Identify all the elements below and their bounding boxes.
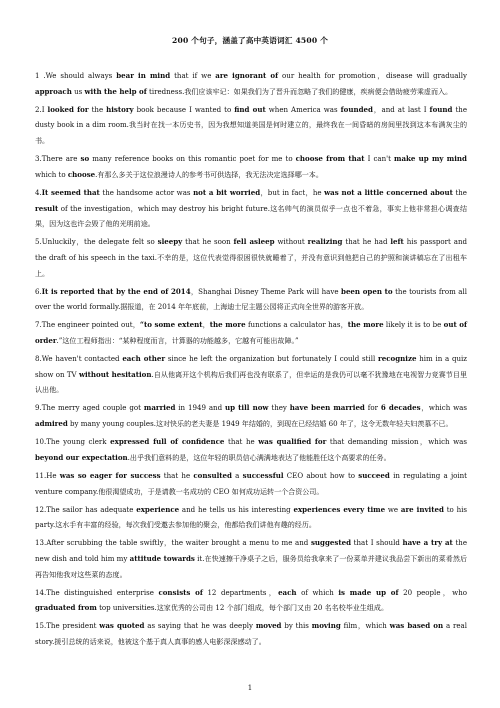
highlighted-phrase: been open to [341,286,393,296]
sentence-paragraph [35,185,467,232]
text-segment: 20 people，who [398,587,467,597]
text-segment: as saying that he was deeply [144,621,256,631]
highlighted-phrase: consists of [158,587,203,597]
highlighted-phrase: attitude towards [129,553,195,563]
text-segment: that demanding mission，which was [326,437,467,447]
highlighted-phrase: “to some extent [139,320,203,330]
sentence-paragraph [35,68,467,99]
text-segment: book because I wanted to [133,104,235,114]
text-segment: .出乎我们意料的是，这位年轻的职员信心满满地表达了他能胜任这个高要求的任务。 [127,452,391,462]
text-segment: 10.The young clerk [35,437,111,447]
text-segment: top universities.这家优秀的公司由 12 个部门组成，每个部门又由 20 名名校毕业生组成。 [96,603,388,613]
highlighted-phrase: with the help of [84,86,147,96]
highlighted-phrase: recognize [378,354,417,364]
sentence-paragraph [35,102,467,149]
text-segment: we [385,504,401,514]
text-segment: ，but in fact，he [260,187,325,197]
highlighted-phrase: founded [340,104,373,114]
highlighted-phrase: each [278,587,297,597]
highlighted-phrase: without hesitation [78,369,152,379]
sentence-paragraph [35,234,467,281]
text-segment: 12 departments， [202,587,279,597]
text-segment: .有那么多关于这位浪漫诗人的参考书可供选择，我无法决定选择哪一本。 [95,169,323,179]
sentence-paragraph [35,585,467,616]
highlighted-phrase: consulted [193,470,232,480]
text-segment: the [88,104,107,114]
text-segment: us [71,86,85,96]
highlighted-phrase: It seemed that [41,187,100,197]
text-segment: 12.The sailor has adequate [35,504,137,514]
highlighted-phrase: make up my mind [393,154,467,164]
text-segment: a real story.援引总统的话来说，他被这个基于真人真事的感人电影深深感动了。 [35,621,467,647]
text-segment: the new dish and told him my [35,538,467,563]
text-segment: that he [224,437,259,447]
highlighted-phrase: fell asleep [233,237,275,247]
text-segment: 11.He [35,470,60,480]
highlighted-phrase: out of order [35,320,468,346]
text-segment: a [231,470,243,480]
highlighted-phrase: succeed [358,470,390,480]
sentence-paragraph [35,351,467,398]
sentence-paragraph [35,535,467,582]
text-segment: 5.Unluckily，the delegate felt so [35,237,158,247]
highlighted-phrase: experiences every time [293,504,386,514]
highlighted-phrase: looked for [47,104,89,114]
highlighted-phrase: are invited [400,504,444,514]
text-segment: 7.The engineer pointed out， [35,320,140,330]
highlighted-phrase: sleepy [157,237,183,247]
text-segment: the [452,187,467,197]
highlighted-phrase: was so eager for success [59,470,161,480]
text-segment: in 1949 and [175,403,225,413]
highlighted-phrase: not a bit worried [193,187,261,197]
text-segment: his passport and the draft of his speech in the taxi.不幸的是，这位代表觉得很困很快就睡着了，并没有意识到他把自己的护照和演讲稿忘在了出租车上。 [35,237,468,278]
text-segment: of which [296,587,339,597]
text-segment: that he soon [182,237,234,247]
text-segment: .自从他离开这个机构后我们再也没有联系了，但幸运的是我仍可以毫不犹豫地在电视智力竞赛节目里认出他。 [35,369,467,395]
text-segment: our health for promotion，disease will gradually [278,71,467,80]
text-segment: without [274,237,308,247]
text-segment: 9.The merry aged couple got [35,403,144,413]
highlighted-phrase: bear in mind [116,71,171,80]
text-segment: ，Shanghai Disney Theme Park will have [190,286,342,296]
highlighted-phrase: experience [136,504,180,514]
highlighted-phrase: was quoted [99,621,145,631]
text-segment: 14.The distinguished enterprise [35,587,159,597]
text-segment: the handsome actor was [99,187,194,197]
text-segment: .”这位工程师指出：“某种程度而言，计算器的功能越多，它越有可能出故障。” [56,336,299,346]
text-segment: functions a calculator has， [245,320,348,330]
sentence-paragraph [35,284,467,315]
text-segment: that he [160,470,194,480]
highlighted-phrase: moving [311,621,341,631]
text-segment: CEO about how to [283,470,359,480]
text-segment: to his party.这水手有丰富的经验，每次我们受邀去参加他的聚会，他都给我们讲他有趣的经历。 [35,504,467,530]
text-segment: film，which [340,621,390,631]
highlighted-phrase: the more [209,320,246,330]
highlighted-phrase: It is reported that by the end of 2014 [41,286,191,296]
text-segment: of the investigation，which may destroy his bright future.这名帅气的演员似乎一点也不着急，事实上他非常担心调查结果，因为这也许会毁了他的光明前途。 [35,203,467,229]
highlighted-phrase: the more [347,320,384,330]
highlighted-phrase: history [106,104,134,114]
highlighted-phrase: expressed full of confidence [110,437,225,447]
highlighted-phrase: choose [67,169,96,179]
text-segment: 8.We haven't contacted [35,354,123,364]
highlighted-phrase: was not a little concerned about [324,187,453,197]
text-segment: they [268,403,290,413]
highlighted-phrase: find out [234,104,266,114]
text-segment: for [364,403,381,413]
text-segment: 1 .We should always [35,71,117,80]
highlighted-phrase: admired [35,419,68,429]
highlighted-phrase: so [80,154,90,164]
highlighted-phrase: have been married [289,403,365,413]
sentence-paragraph [35,468,467,499]
text-segment: 4. [35,187,42,197]
text-segment: when America was [265,104,341,114]
text-segment: tiredness.我们应该牢记：如果我们为了晋升而忽略了我们的健康，疾病便会借助疲劳乘虚而入。 [146,86,453,96]
highlighted-phrase: moved [255,621,282,631]
highlighted-phrase: choose from that [295,154,365,164]
text-segment: by this [281,621,312,631]
highlighted-phrase: was qualified for [258,437,327,447]
document-title: 200 个句子，涵盖了高中英语词汇 4500 个 [171,36,329,45]
text-segment: likely it is to be [383,320,444,330]
text-segment: that I should [351,538,403,548]
sentence-paragraph [35,151,467,182]
text-segment: that if we [170,71,216,80]
text-segment: 2.I [35,104,48,114]
highlighted-phrase: 6 decades [380,403,421,413]
highlighted-phrase: found [429,104,453,114]
highlighted-phrase: graduated from [35,603,97,613]
highlighted-phrase: suggested [310,538,351,548]
highlighted-phrase: approach [35,86,72,96]
text-segment: 3.There are [35,154,81,164]
text-segment: and he tells us his interesting [179,504,294,514]
text-segment: many reference books on this romantic poet for me to [89,154,296,164]
text-segment: 13.After scrubbing the table swiftly，the waiter brought a menu to me and [35,538,311,548]
text-segment: that he had [342,237,391,247]
text-segment: which to [35,169,68,179]
text-segment: the tourists from all over the world formally.据报道，在 2014 年年底前，上海迪士尼主题公园将正式向全世界的游客开放。 [35,286,467,312]
page-number: 1 [247,684,253,692]
text-segment: by many young couples.这对快乐的老夫妻是 1949 年结婚的，到现在已经结婚 60 年了，这令无数年轻夫妇羡慕不已。 [67,419,453,429]
text-segment: 15.The president [35,621,100,631]
document-body [35,68,467,652]
highlighted-phrase: left [390,237,404,247]
sentence-paragraph [35,618,467,649]
text-segment: the dusty book in a dim room.我当时在找一本历史书，因为我想知道美国是何时建立的，最终我在一间昏暗的房间里找到这本布满灰尘的书。 [35,104,467,146]
text-segment: him in a quiz show on TV [35,354,468,379]
text-segment: it.在快速擦干净桌子之后，服务员给我拿来了一份菜单并建议我品尝下新出的菜肴然后再告知他我对这些菜的态度。 [35,553,467,579]
sentence-paragraph [35,502,467,533]
highlighted-phrase: realizing [307,237,343,247]
highlighted-phrase: up till now [225,403,269,413]
text-segment: 6. [35,286,42,296]
sentence-paragraph [35,317,467,348]
highlighted-phrase: result [35,203,59,213]
text-segment: ， [202,320,210,330]
highlighted-phrase: each other [122,354,166,364]
highlighted-phrase: was based on [389,621,444,631]
highlighted-phrase: beyond our expectation [35,452,128,462]
highlighted-phrase: are ignorant of [215,71,279,80]
text-segment: in regulating a joint venture company.他很渴望成功，于是请教一名成功的 CEO 如何成功运转一个合资公司。 [35,470,467,496]
highlighted-phrase: is made up of [338,587,399,597]
text-segment: I can't [364,154,394,164]
sentence-paragraph [35,434,467,465]
text-segment: ，which was [420,403,467,413]
highlighted-phrase: have a try at [402,538,453,548]
sentence-paragraph [35,400,467,431]
highlighted-phrase: married [143,403,176,413]
text-segment: ，and at last I [372,104,430,114]
text-segment: since he left the organization but fortunately I could still [165,354,379,364]
highlighted-phrase: successful [242,470,284,480]
